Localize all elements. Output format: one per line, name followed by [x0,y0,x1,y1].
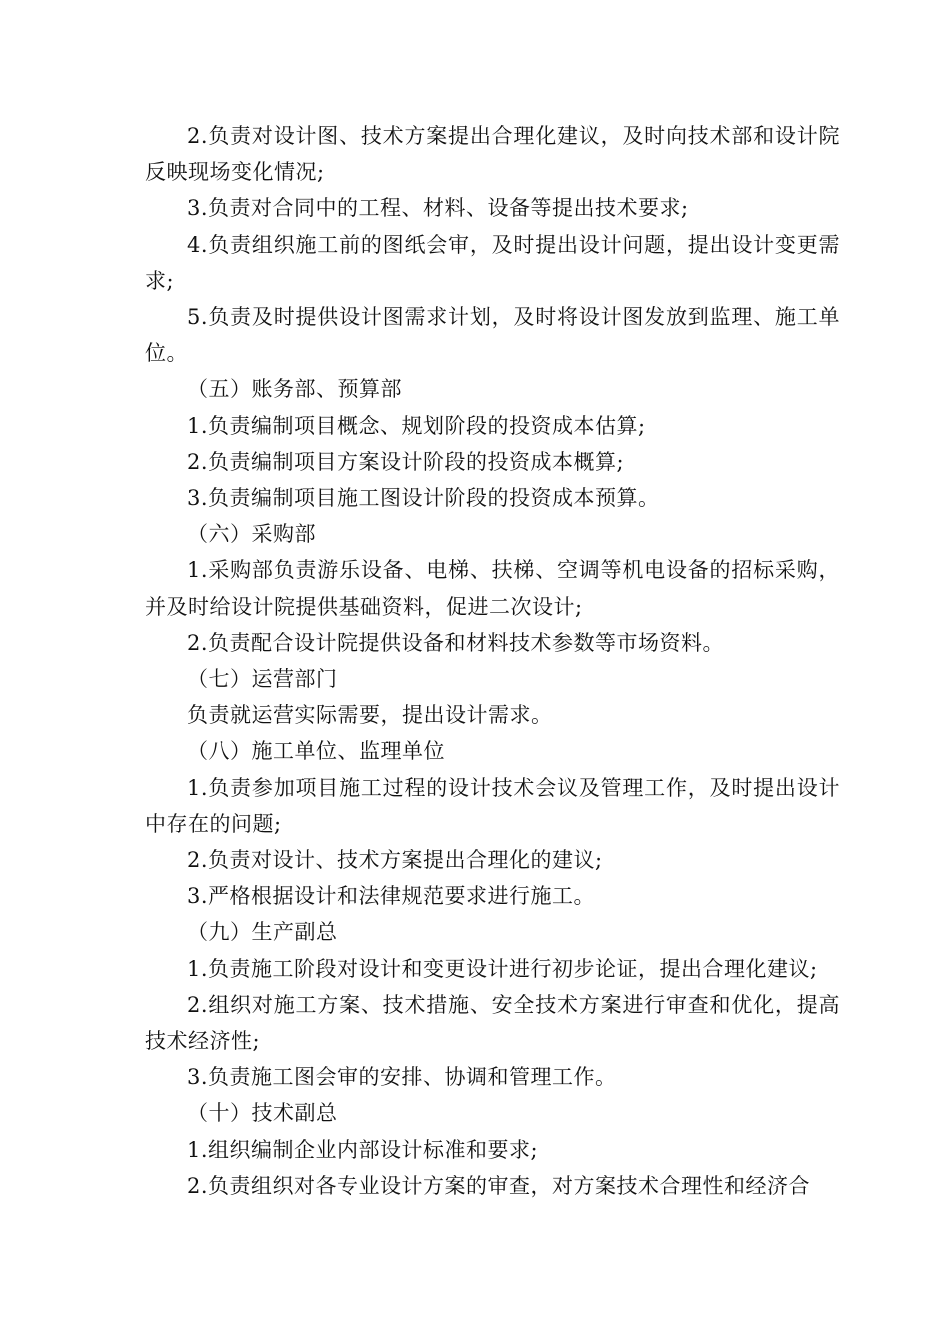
paragraph: 2.负责对设计图、技术方案提出合理化建议，及时向技术部和设计院反映现场变化情况; [145,124,840,185]
paragraph: 1.负责编制项目概念、规划阶段的投资成本估算; [187,413,646,438]
section-heading: （七）运营部门 [187,667,338,692]
paragraph: 1.采购部负责游乐设备、电梯、扶梯、空调等机电设备的招标采购，并及时给设计院提供基础资料，促进二次设计; [145,558,840,619]
paragraph: 3.严格根据设计和法律规范要求进行施工。 [187,884,596,909]
section-heading: （十）技术副总 [187,1101,338,1126]
paragraph: 1.负责施工阶段对设计和变更设计进行初步论证，提出合理化建议; [187,956,818,981]
paragraph: 2.负责对设计、技术方案提出合理化的建议; [187,848,603,873]
section-heading: （九）生产副总 [187,920,338,945]
paragraph: 5.负责及时提供设计图需求计划，及时将设计图发放到监理、施工单位。 [145,305,840,366]
paragraph: 2.负责配合设计院提供设备和材料技术参数等市场资料。 [187,630,725,655]
section-heading: （六）采购部 [187,522,316,547]
paragraph: 4.负责组织施工前的图纸会审，及时提出设计问题，提出设计变更需求; [145,232,840,293]
paragraph: 3.负责施工图会审的安排、协调和管理工作。 [187,1065,617,1090]
paragraph: 2.负责编制项目方案设计阶段的投资成本概算; [187,449,625,474]
paragraph: 2.组织对施工方案、技术措施、安全技术方案进行审查和优化，提高技术经济性; [145,992,840,1054]
paragraph: 1.负责参加项目施工过程的设计技术会议及管理工作，及时提出设计中存在的问题; [145,775,840,836]
paragraph: 3.负责对合同中的工程、材料、设备等提出技术要求; [187,196,689,221]
paragraph: 1.组织编制企业内部设计标准和要求; [187,1137,539,1162]
paragraph: 负责就运营实际需要，提出设计需求。 [187,703,553,728]
section-heading: （五）账务部、预算部 [187,377,402,402]
section-heading: （八）施工单位、监理单位 [187,739,445,764]
document-page [145,118,840,1204]
paragraph: 3.负责编制项目施工图设计阶段的投资成本预算。 [187,486,660,511]
paragraph: 2.负责组织对各专业设计方案的审查，对方案技术合理性和经济合 [187,1173,811,1198]
